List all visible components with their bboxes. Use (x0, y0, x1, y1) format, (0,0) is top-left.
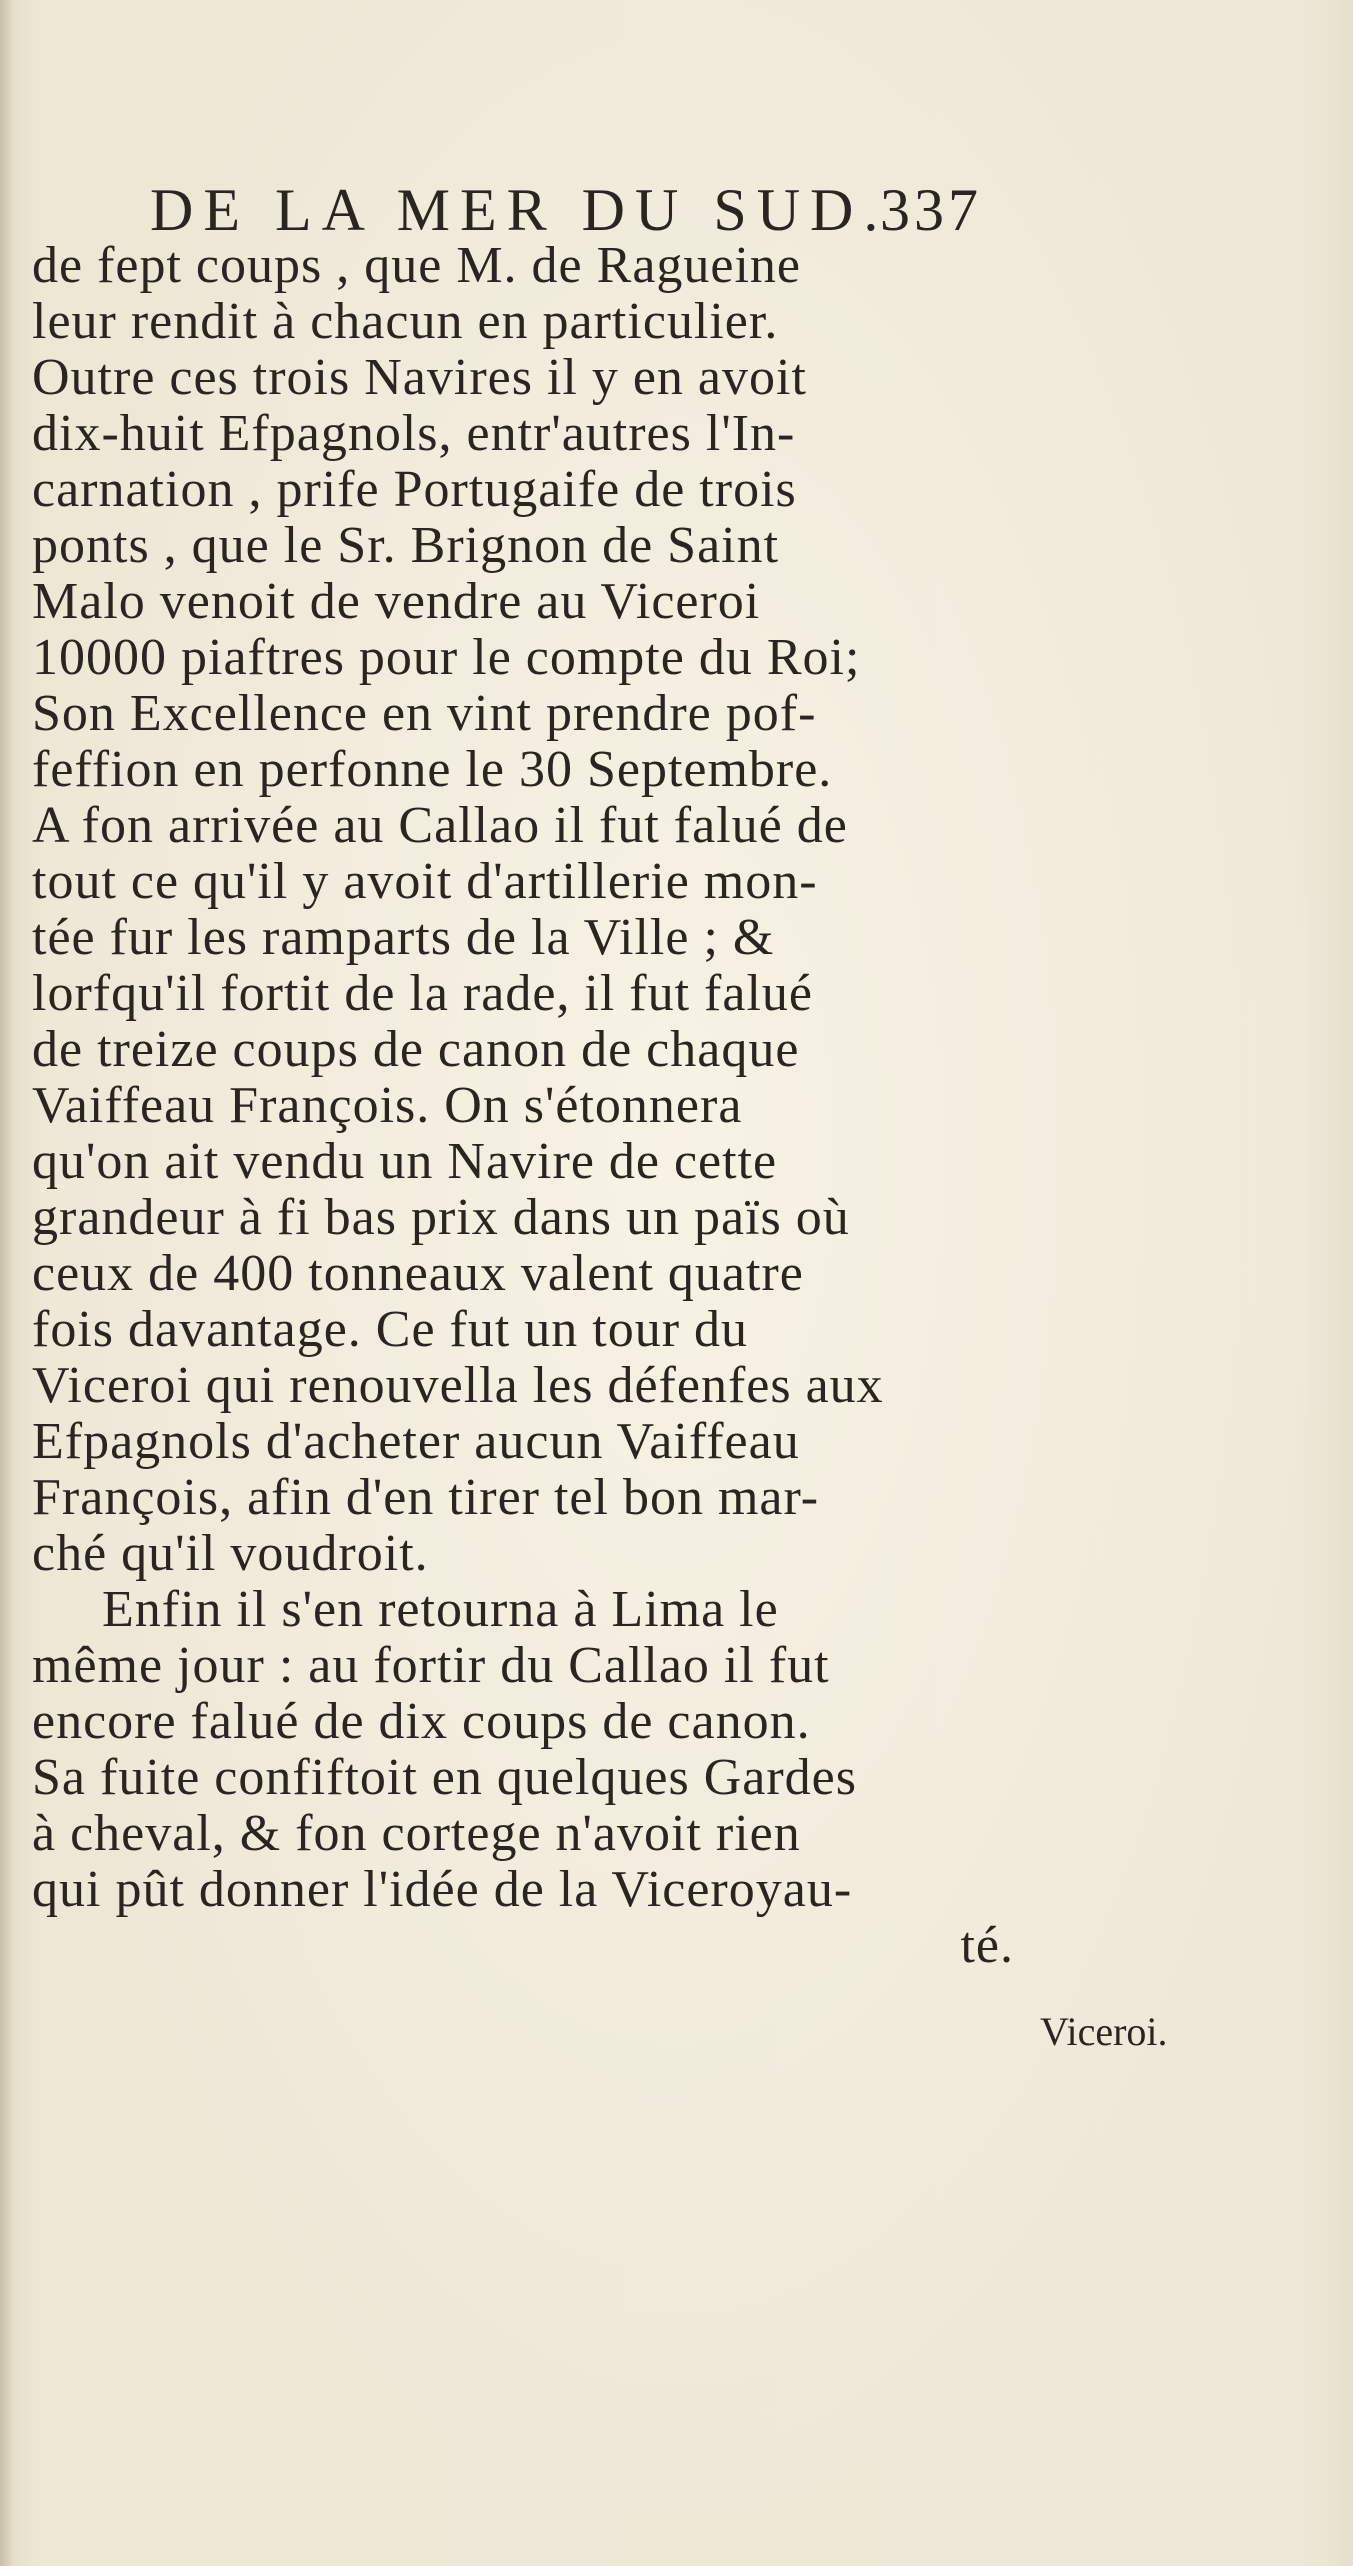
text-line: Vaiffeau François. On s'étonnera (32, 1077, 743, 1134)
text-line: encore falué de dix coups de canon. (32, 1693, 811, 1750)
text-line: 10000 piaftres pour le compte du Roi; (32, 629, 861, 686)
text-line: Viceroi qui renouvella les défenfes aux (32, 1357, 884, 1414)
text-line: A fon arrivée au Callao il fut falué de (32, 797, 848, 854)
text-line: Efpagnols d'acheter aucun Vaiffeau (32, 1413, 800, 1470)
text-line: leur rendit à chacun en particulier. (32, 293, 779, 350)
text-line: Malo venoit de vendre au Viceroi (32, 573, 761, 630)
catchword: té. (960, 1917, 1014, 1974)
text-line: qui pût donner l'idée de la Viceroyau- (32, 1861, 853, 1918)
text-line: de fept coups , que M. de Ragueine (32, 237, 802, 294)
text-line: François, afin d'en tirer tel bon mar- (32, 1469, 820, 1526)
text-line: Outre ces trois Navires il y en avoit (32, 349, 807, 406)
marginal-note: Viceroi. (1040, 2009, 1168, 2054)
text-line: qu'on ait vendu un Navire de cette (32, 1133, 778, 1190)
running-head: DE LA MER DU SUD. (150, 177, 889, 243)
text-line: lorfqu'il fortit de la rade, il fut falué (32, 965, 813, 1022)
text-line: fois davantage. Ce fut un tour du (32, 1301, 749, 1358)
text-line: même jour : au fortir du Callao il fut (32, 1637, 830, 1694)
text-line: de treize coups de canon de chaque (32, 1021, 800, 1078)
body-text (32, 238, 1032, 1974)
text-line: Son Excellence en vint prendre pof- (32, 685, 817, 742)
text-line: à cheval, & fon cortege n'avoit rien (32, 1805, 801, 1862)
text-line: ché qu'il voudroit. (32, 1525, 429, 1582)
text-line: dix-huit Efpagnols, entr'autres l'In- (32, 405, 796, 462)
text-line: carnation , prife Portugaife de trois (32, 461, 797, 518)
text-line: tée fur les ramparts de la Ville ; & (32, 909, 775, 966)
text-line: grandeur à fi bas prix dans un païs où (32, 1189, 850, 1246)
text-line: ponts , que le Sr. Brignon de Saint (32, 517, 780, 574)
text-line: feffion en perfonne le 30 Septembre. (32, 741, 833, 798)
text-line-paragraph-start: Enfin il s'en retourna à Lima le (102, 1581, 779, 1638)
gutter-shadow (0, 0, 14, 2566)
text-line: ceux de 400 tonneaux valent quatre (32, 1245, 804, 1302)
text-line: tout ce qu'il y avoit d'artillerie mon- (32, 853, 818, 910)
text-line: Sa fuite confiftoit en quelques Gardes (32, 1749, 857, 1806)
page-number: 337 (880, 177, 982, 243)
